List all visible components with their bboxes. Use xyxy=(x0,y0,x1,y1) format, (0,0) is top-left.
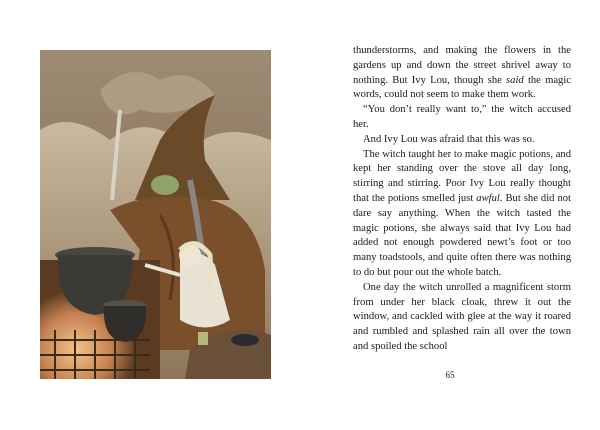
paragraph: The witch taught her to make magic potions, and kept her standing over the stove all day long, stirring and stirring. Poor Ivy Lou really thought that the potions smelled just awful. But she did not dare say anything. When the witch tasted the magic potions, she always said that Ivy Lou had added not enough powdered newt’s foot or too many toadstools, and quite often there was nothing to do but pour out the whole batch. xyxy=(353,148,571,278)
page-number: 65 xyxy=(445,370,455,380)
paragraph: thunderstorms, and making the flowers in the gardens up and down the street shrivel away to nothing. But Ivy Lou, though she said the magic words, could not seem to make them work. xyxy=(353,45,571,101)
body-text xyxy=(353,44,571,355)
illustration-art xyxy=(40,50,271,379)
right-page xyxy=(300,0,600,430)
bowl xyxy=(231,334,259,346)
paragraph: “You don’t really want to,” the witch accused her. xyxy=(353,104,571,130)
illustration xyxy=(40,50,271,379)
witch-face xyxy=(151,175,179,195)
potion-bottle xyxy=(198,332,208,345)
paragraph: And Ivy Lou was afraid that this was so. xyxy=(363,133,535,145)
paragraph: One day the witch unrolled a magnificent storm from under her black cloak, threw it out the window, and cackled with glee at the way it roared and rumbled and splashed rain all over the town and spoiled the school xyxy=(353,281,571,352)
